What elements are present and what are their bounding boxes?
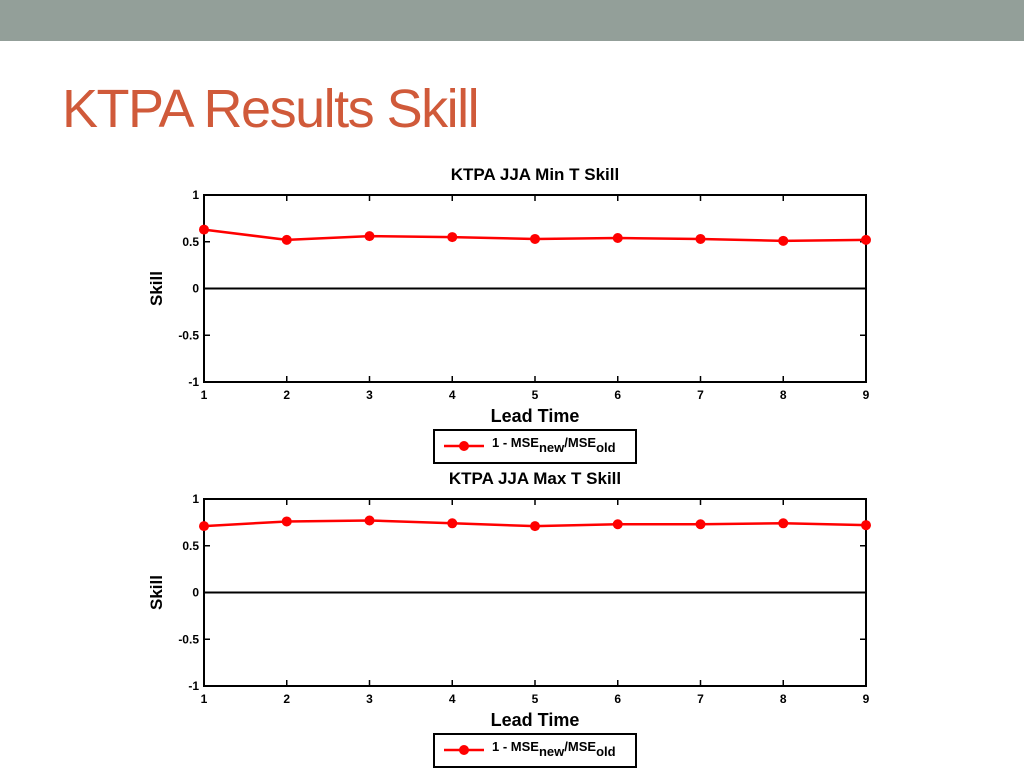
data-point: [447, 232, 457, 242]
x-tick-label: 4: [448, 388, 456, 402]
y-tick-label: 0.5: [182, 538, 199, 553]
data-point: [778, 518, 788, 528]
data-point: [613, 519, 623, 529]
legend: [434, 430, 636, 463]
y-tick-label: 0: [192, 585, 199, 600]
data-point: [365, 231, 375, 241]
legend-subscript: old: [596, 440, 616, 455]
y-axis-label: Skill: [147, 271, 166, 306]
y-tick-label: 1: [192, 188, 199, 202]
y-tick-label: 1: [192, 492, 199, 506]
legend-marker-sample: [459, 441, 469, 451]
data-point: [861, 235, 871, 245]
x-tick-label: 1: [200, 388, 208, 402]
x-tick-label: 5: [531, 388, 539, 402]
legend-text: /MSE: [564, 739, 597, 754]
x-tick-label: 4: [448, 692, 456, 706]
data-point: [530, 234, 540, 244]
top-bar: [0, 0, 1024, 41]
data-point: [199, 225, 209, 235]
y-tick-label: 0: [192, 281, 199, 296]
data-point: [696, 519, 706, 529]
x-tick-label: 2: [283, 692, 291, 706]
x-axis-label: Lead Time: [490, 710, 580, 730]
x-tick-label: 3: [366, 692, 373, 706]
legend-subscript: old: [596, 744, 616, 759]
legend-text: /MSE: [564, 435, 597, 450]
legend-marker-sample: [459, 745, 469, 755]
x-tick-label: 1: [200, 692, 208, 706]
y-tick-label: -1: [188, 375, 199, 389]
x-tick-label: 7: [697, 388, 704, 402]
x-tick-label: 6: [614, 692, 622, 706]
data-point: [530, 521, 540, 531]
x-tick-label: 9: [862, 388, 870, 402]
x-axis-label: Lead Time: [490, 406, 580, 426]
x-tick-label: 2: [283, 388, 291, 402]
legend: [434, 734, 636, 767]
y-tick-label: -0.5: [178, 632, 199, 647]
data-point: [861, 520, 871, 530]
data-point: [778, 236, 788, 246]
x-tick-label: 8: [779, 388, 787, 402]
slide-title: KTPA Results Skill: [62, 79, 479, 139]
x-tick-label: 6: [614, 388, 622, 402]
y-tick-label: -1: [188, 679, 199, 693]
legend-text: 1 - MSE: [492, 739, 539, 754]
x-tick-label: 7: [697, 692, 704, 706]
data-point: [282, 516, 292, 526]
chart-title: KTPA JJA Min T Skill: [450, 165, 620, 184]
data-point: [447, 518, 457, 528]
y-tick-label: 0.5: [182, 234, 199, 249]
data-point: [199, 521, 209, 531]
data-point: [282, 235, 292, 245]
legend-subscript: new: [538, 744, 565, 759]
chart-min-t-skill: [0, 160, 1024, 465]
y-axis-label: Skill: [147, 575, 166, 610]
chart-max-t-skill: [0, 464, 1024, 769]
y-tick-label: -0.5: [178, 328, 199, 343]
data-point: [365, 516, 375, 526]
x-tick-label: 5: [531, 692, 539, 706]
x-tick-label: 9: [862, 692, 870, 706]
data-point: [696, 234, 706, 244]
data-point: [613, 233, 623, 243]
chart-title: KTPA JJA Max T Skill: [448, 469, 622, 488]
x-tick-label: 3: [366, 388, 373, 402]
legend-text: 1 - MSE: [492, 435, 539, 450]
x-tick-label: 8: [779, 692, 787, 706]
legend-subscript: new: [538, 440, 565, 455]
